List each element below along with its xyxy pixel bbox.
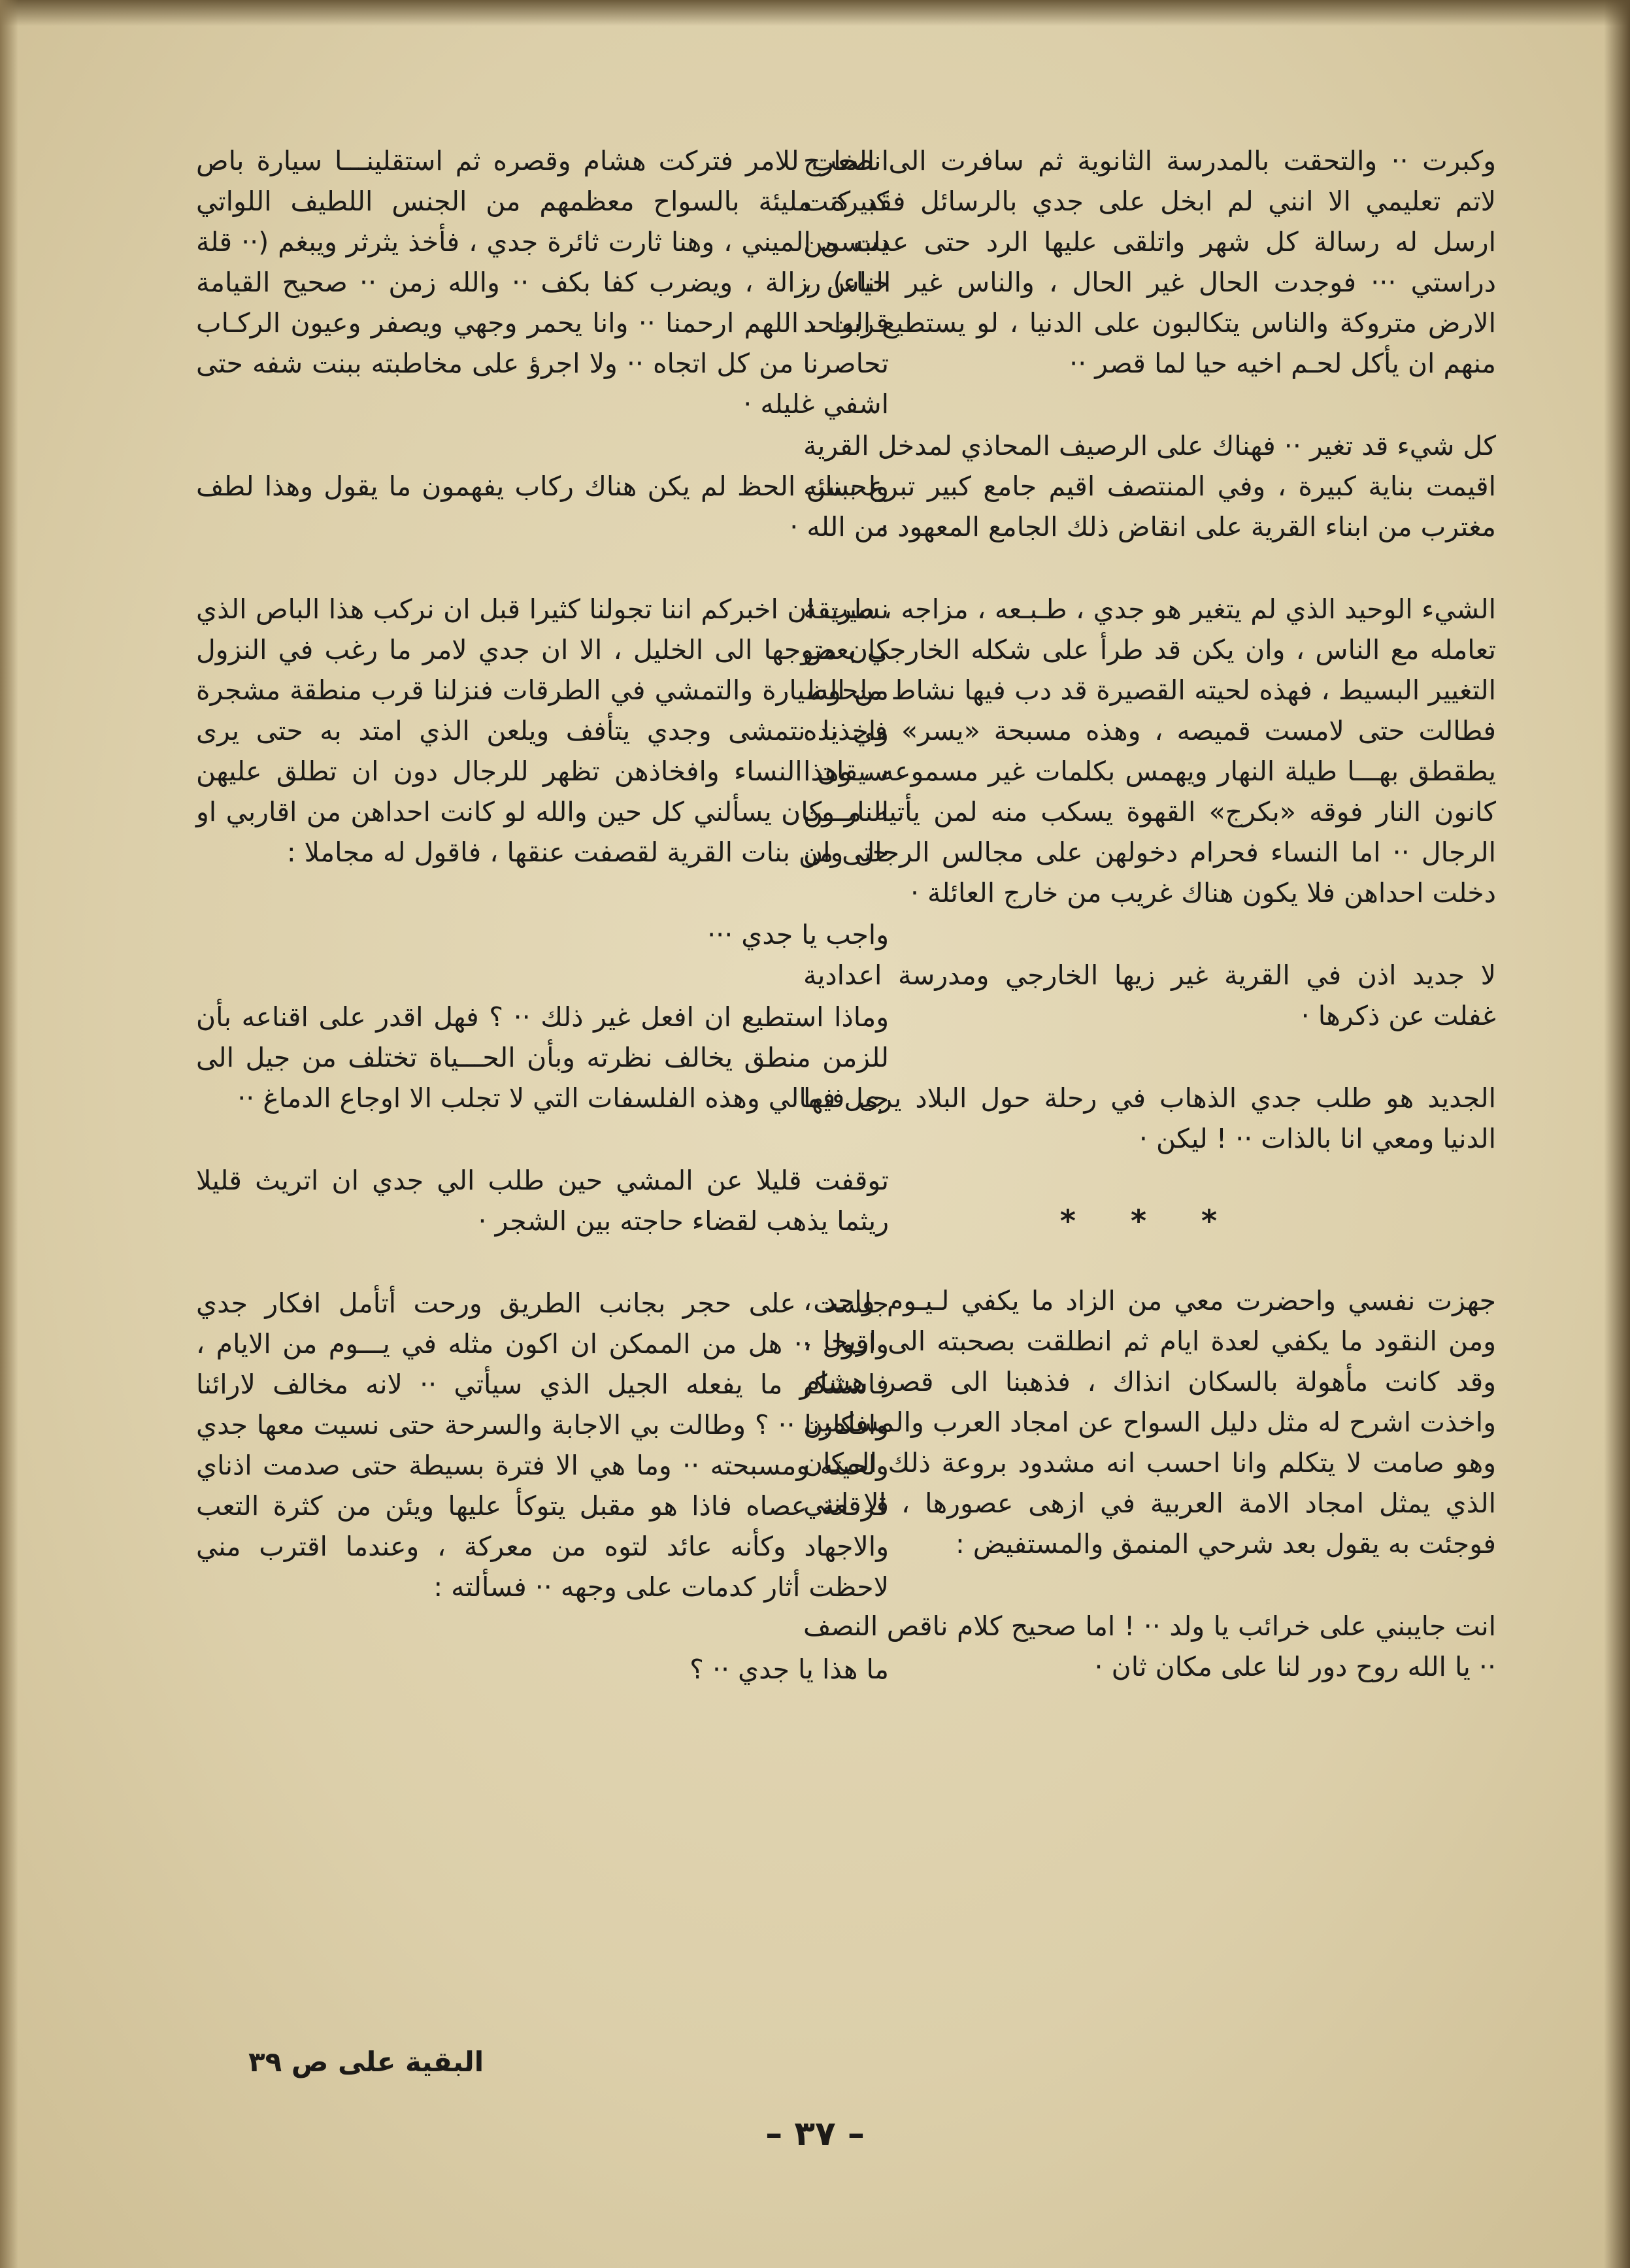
paragraph: نسيت ان اخبركم اننا تجولنا كثيرا قبل ان نركب هذا الباص الذي كان متوجها الى الخليل ، الا ان جدي لامر ما رغب في النزول من السيارة والتمشي في الطرقات فنزلنا قرب منطقة مشجرة واخذنا نتمشى وجدي يتأفف ويلعن الذي امتد به حتى يرى سيقان النساء وافخاذهن تظهر للرجال دون ان تطلق عليهن النار وكان يسألني كل حين والله لو كانت احداهن من اقاربي او حتى من بنات القرية لقصفت عنقها ، فاقول له مجاملا : — [196, 593, 889, 868]
paragraph: الجديد هو طلب جدي الذهاب في رحلة حول البلاد يرى فيها الدنيا ومعي انا بالذات ·· ! ليكن · — [803, 1082, 1496, 1154]
right-text-column — [803, 141, 1496, 1729]
paragraph: جهزت نفسي واحضرت معي من الزاد ما يكفي لـيـوم واحد ، ومن النقود ما يكفي لعدة ايام ثم انطلقت بصحبته الى اريحا ، وقد كانت مأهولة بالسكان انذاك ، فذهبنا الى قصر هشام واخذت اشرح له مثل دليل السواح عن امجاد العرب والمسلمين وهو صامت لا يتكلم وانا احسب انه مشدود بروعة ذلك المكان الذي يمثل امجاد الامة العربية في ازهى عصورها ، الا انني فوجئت به يقول بعد شرحي المنمق والمستفيض : — [803, 1285, 1496, 1559]
paragraph: الشيء الوحيد الذي لم يتغير هو جدي ، طـبـعه ، مزاجه ، طريقة تعامله مع الناس ، وان يكن قد طرأ على شكله الخارجي بعض التغيير البسيط ، فهذه لحيته القصيرة قد دب فيها نشاط ملحوظ فطالت حتى لامست قميصه ، وهذه مسبحة «يسر» في يده يطقطق بهـــا طيلة النهار ويهمس بكلمات غير مسموعه ، وهذا كانون النار فوقه «بكرج» القهوة يسكب منه لمن يأتيه مـــن الرجال ·· اما النساء فحرام دخولهن على مجالس الرجال وان دخلت احداهن فلا يكون هناك غريب من خارج العائلة · — [803, 593, 1496, 909]
paragraph: انت جايبني على خرائب يا ولد ·· ! اما صحيح كلام ناقص النصف ·· يا الله روح دور لنا على مكان ثان · — [803, 1610, 1496, 1682]
paragraph: ما هذا يا جدي ·· ؟ — [690, 1654, 889, 1685]
paragraph: وكبرت ·· والتحقت بالمدرسة الثانوية ثم سافرت الى الخارج لاتم تعليمي الا انني لم ابخل على جدي بالرسائل فقد كنت ارسل له رسالة كل شهر واتلقى عليها الرد حتى عدت من دراستي ··· فوجدت الحال غير الحال ، والناس غير الناس ، الارض متروكة والناس يتكالبون على الدنيا ، لو يستطيع الواحد منهم ان يأكل لحـم اخيه حيا لما قصر ·· — [803, 145, 1496, 379]
paragraph: ولحسن الحظ لم يكن هناك ركاب يفهمون ما يقول وهذا لطف من الله · — [196, 471, 889, 542]
paragraph: انصعت للامر فتركت هشام وقصره ثم استقلينـــا سيارة باص كبيرة مليئة بالسواح معظمهم من الجنس اللطيف اللواتي يلبسن الميني ، وهنا ثارت ثائرة جدي ، فأخذ يثرثر ويبغم (·· قلة حياء) رزالة ، ويضرب كفا بكف ·· والله زمن ·· صحيح القيامة قربت ، اللهم ارحمنا ·· وانا يحمر وجهي ويصفر وعيون الركـاب تحاصرنا من كل اتجاه ·· ولا اجرؤ على مخاطبته ببنت شفه حتى اشفي غليله · — [196, 145, 889, 420]
paragraph: كل شيء قد تغير ·· فهناك على الرصيف المحاذي لمدخل القرية اقيمت بناية كبيرة ، وفي المنتصف اقيم جامع كبير تبرع ببنائه مغترب من ابناء القرية على انقاض ذلك الجامع المعهود · — [803, 430, 1496, 542]
left-text-column — [196, 141, 889, 1731]
paragraph: جلست على حجر بجانب الطريق ورحت أتأمل افكار جدي واقول ·· هل من الممكن ان اكون مثله في يـــوم من الايام ، فاستنكر ما يفعله الجيل الذي سيأتي ·· لانه مخالف لارائنا وافكارنا ·· ؟ وطالت بي الاجابة والسرحة حتى نسيت معها جدي ولحيته ومسبحته ·· وما هي الا فترة بسيطة حتى صدمت اذناي قرقعة عصاه فاذا هو مقبل يتوكأ عليها ويئن من كثرة التعب والاجهاد وكأنه عائد لتوه من معركة ، وعندما اقترب مني لاحظت أثار كدمات على وجهه ·· فسألته : — [196, 1288, 889, 1603]
section-separator: * * * — [1059, 1203, 1240, 1239]
paragraph: واجب يا جدي ··· — [707, 919, 889, 950]
page-edge-shadow-right — [1604, 0, 1630, 2268]
paragraph: لا جديد اذن في القرية غير زيها الخارجي ومدرسة اعدادية غفلت عن ذكرها · — [803, 959, 1496, 1031]
page-number: – ٣٧ – — [765, 2114, 865, 2154]
page-edge-shadow-left — [0, 0, 18, 2268]
continued-note: البقية على ص ٣٩ — [248, 2046, 484, 2078]
paragraph: توقفت قليلا عن المشي حين طلب الي جدي ان اتريث قليلا ريثما يذهب لقضاء حاجته بين الشجر · — [196, 1165, 889, 1237]
page-edge-shadow-top — [0, 0, 1630, 26]
paragraph: وماذا استطيع ان افعل غير ذلك ·· ؟ فهل اقدر على اقناعه بأن للزمن منطق يخالف نظرته وبأن الحـــياة تختلف من جيل الى جيل فمالي وهذه الفلسفات التي لا تجلب الا اوجاع الدماغ ·· — [196, 1001, 889, 1114]
